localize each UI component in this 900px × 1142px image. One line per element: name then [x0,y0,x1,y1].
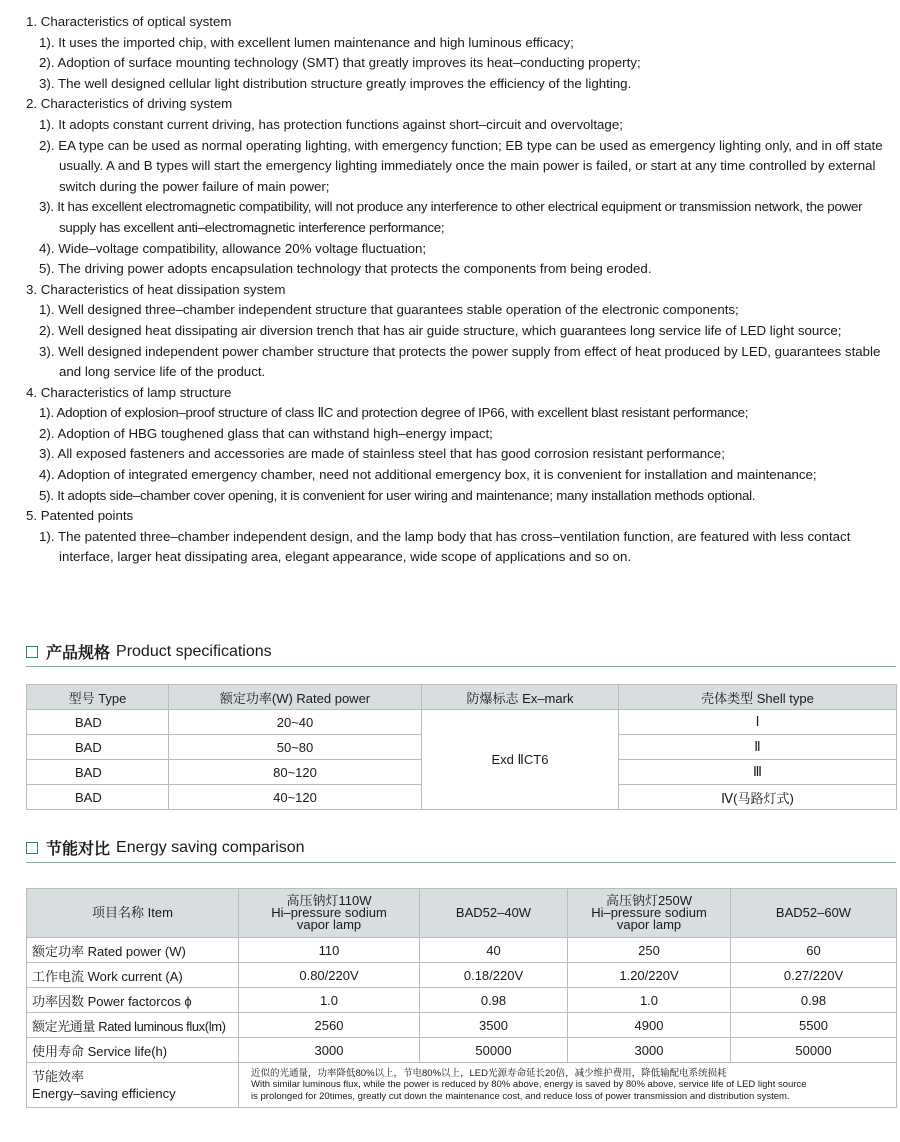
list-item: 3). It has excellent electromagnetic compatibility, will not produce any interference to other electrical equipment or transmission network, the power supply has excellent anti–electromagnetic interference performance; [39,199,863,235]
energy-title-zh: 节能对比 [46,841,111,858]
list-item: 1). It uses the imported chip, with excellent lumen maintenance and high luminous efficacy; [39,34,574,50]
power-cell: 80~120 [169,760,422,785]
header-line: vapor lamp [296,917,362,932]
note-line: is prolonged for 20times, greatly cut down the maintenance cost, and reduce loss of power transmission and distribution system. [251,1090,790,1102]
header-line: 高压钠灯250W [606,893,692,908]
divider [26,862,896,863]
table-row [27,963,897,988]
header-line: vapor lamp [616,917,682,932]
type-cell: BAD [27,735,169,760]
list-item: 5). The driving power adopts encapsulation technology that protects the components from being eroded. [39,261,652,277]
row-label: 工作电流 Work current (A) [27,963,239,988]
table-row [27,710,897,735]
value-cell: 1.0 [568,988,731,1013]
list-item: 1). It adopts constant current driving, has protection functions against short–circuit and overvoltage; [39,116,623,132]
value-cell: 0.98 [420,988,568,1013]
section-heading: 5. Patented points [26,508,134,524]
column-header: 壳体类型 Shell type [619,685,897,710]
power-cell: 50~80 [169,735,422,760]
value-cell: 0.27/220V [731,963,897,988]
list-item: 2). Adoption of surface mounting technology (SMT) that greatly improves its heat–conducting property; [39,55,641,71]
list-item: 3). The well designed cellular light distribution structure greatly improves the efficiency of the lighting. [39,75,632,91]
list-item: 2). Well designed heat dissipating air diversion trench that has air guide structure, which guarantees long service life of LED light source; [39,322,842,338]
header-line: 高压钠灯110W [286,893,372,908]
list-item: 4). Adoption of integrated emergency chamber, need not additional emergency box, it is convenient for installation and maintenance; [39,467,817,483]
table-row [27,1038,897,1063]
value-cell: 0.98 [731,988,897,1013]
note-line: 近似的光通量，功率降低80%以上，节电80%以上，LED光源寿命延长20倍，减少维护费用，降低输配电系统损耗 [251,1067,727,1079]
power-cell: 40~120 [169,785,422,810]
table-row [27,938,897,963]
list-item: 1). Adoption of explosion–proof structure of class ⅡC and protection degree of IP66, with excellent blast resistant performance; [39,405,749,421]
ex-mark-cell: Exd ⅡCT6 [422,710,619,810]
energy-title [26,836,305,859]
table-row [27,1013,897,1038]
spec-title-zh: 产品规格 [46,645,111,662]
list-item: 4). Wide–voltage compatibility, allowance 20% voltage fluctuation; [39,240,427,256]
value-cell: 60 [731,938,897,963]
label-line: Energy–saving efficiency [32,1086,176,1101]
list-item: 1). The patented three–chamber independent design, and the lamp body that has cross–ventilation function, are featured with less contact interface, larger heat dissipating area, elegant appearance, wide scope of applications and so on. [39,528,851,565]
value-cell: 3000 [568,1038,731,1063]
list-item: 5). It adopts side–chamber cover opening, it is convenient for user wiring and maintenance; many installation methods optional. [39,487,756,503]
shell-cell: Ⅳ(马路灯式) [619,785,897,810]
value-cell: 50000 [420,1038,568,1063]
type-cell: BAD [27,760,169,785]
row-label: 额定光通量 Rated luminous flux(lm) [27,1013,239,1038]
divider [26,666,896,667]
shell-cell: Ⅲ [619,760,897,785]
table-header-row [27,685,897,710]
value-cell: 3500 [420,1013,568,1038]
value-cell: 0.18/220V [420,963,568,988]
value-cell: 1.0 [239,988,420,1013]
energy-title-en: Energy saving comparison [116,838,305,856]
value-cell: 4900 [568,1013,731,1038]
type-cell: BAD [27,785,169,810]
square-bullet-icon [26,646,38,658]
column-header: BAD52–60W [731,889,897,938]
shell-cell: Ⅱ [619,735,897,760]
row-label [27,1063,239,1108]
column-header [239,889,420,938]
row-label: 使用寿命 Service life(h) [27,1038,239,1063]
spec-table [26,684,897,810]
list-item: 3). Well designed independent power chamber structure that protects the power supply from effect of heat produced by LED, guarantees stable and long service life of the product. [39,343,881,380]
value-cell: 0.80/220V [239,963,420,988]
label-line: 节能效率 [32,1069,85,1084]
table-row [27,1063,897,1108]
value-cell: 1.20/220V [568,963,731,988]
column-header: 防爆标志 Ex–mark [422,685,619,710]
column-header: 项目名称 Item [27,889,239,938]
section-heading: 4. Characteristics of lamp structure [26,384,232,400]
value-cell: 250 [568,938,731,963]
header-line: Hi–pressure sodium [271,905,387,920]
list-item: 2). EA type can be used as normal operating lighting, with emergency function; EB type can be used as emergency lighting only, and in off state usually. A and B types will start the emergency lighting immediately once the main power is failed, or start at any time controlled by external switch during the power failure of main power; [39,137,883,194]
value-cell: 5500 [731,1013,897,1038]
header-line: Hi–pressure sodium [591,905,707,920]
section-heading: 3. Characteristics of heat dissipation system [26,281,286,297]
value-cell: 50000 [731,1038,897,1063]
spec-title [26,640,272,663]
column-header: 型号 Type [27,685,169,710]
shell-cell: Ⅰ [619,710,897,735]
table-header-row [27,889,897,938]
power-cell: 20~40 [169,710,422,735]
value-cell: 2560 [239,1013,420,1038]
section-heading: 1. Characteristics of optical system [26,14,232,29]
list-item: 1). Well designed three–chamber independent structure that guarantees stable operation of the electronic components; [39,302,739,318]
characteristics-section [26,12,886,568]
column-header: BAD52–40W [420,889,568,938]
section-heading: 2. Characteristics of driving system [26,96,233,112]
list-item: 2). Adoption of HBG toughened glass that can withstand high–energy impact; [39,425,493,441]
table-row [27,988,897,1013]
row-label: 额定功率 Rated power (W) [27,938,239,963]
energy-table [26,888,897,1108]
value-cell: 40 [420,938,568,963]
list-item: 3). All exposed fasteners and accessories are made of stainless steel that has good corrosion resistant performance; [39,446,725,462]
column-header [568,889,731,938]
value-cell: 3000 [239,1038,420,1063]
efficiency-note [239,1063,897,1108]
row-label: 功率因数 Power factorcos ϕ [27,988,239,1013]
column-header: 额定功率(W) Rated power [169,685,422,710]
note-line: With similar luminous flux, while the power is reduced by 80% above, energy is saved by 80% above, service life of LED light source [251,1079,807,1091]
spec-title-en: Product specifications [116,642,272,660]
type-cell: BAD [27,710,169,735]
square-bullet-icon [26,842,38,854]
value-cell: 110 [239,938,420,963]
